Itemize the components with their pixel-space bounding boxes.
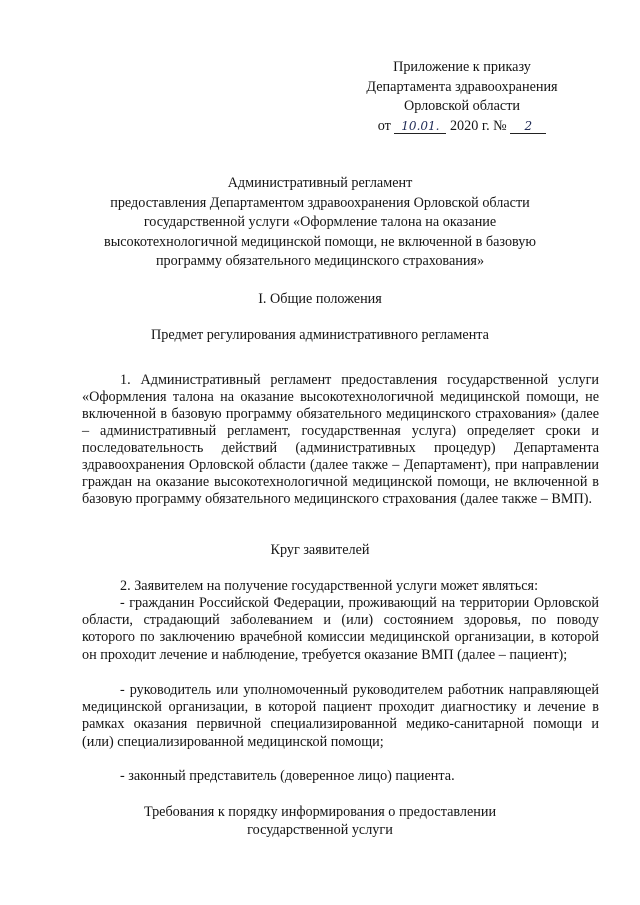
requirements-line-2: государственной услуги bbox=[247, 822, 393, 838]
heading-applicants: Круг заявителей bbox=[270, 542, 370, 558]
title-line-3: государственной услуги «Оформление талона на оказание bbox=[143, 214, 497, 230]
paragraph-1: 1. Административный регламент предоставления государственной услуги «Оформления талона на оказание высокотехнологичной медицинской помощи, не включенной в базовую программу обязательного медицинского страхования» (далее – административный регламент, государственная услуга) определяет сроки и последовательность действий (административных процедур) Департамента здравоохранения Орловской области (далее также – Департамент), при направлении граждан на оказание высокотехнологичной медицинской помощи, не включенной в базовую программу обязательного медицинского страхования (далее также – ВМП). bbox=[82, 372, 599, 507]
heading-requirements bbox=[82, 803, 558, 839]
approval-line-1: Приложение к приказу bbox=[393, 59, 531, 75]
list-item-citizen: - гражданин Российской Федерации, проживающий на территории Орловской области, страдающий заболеванием и (или) состоянием здоровья, по поводу которого по заключению врачебной комиссии медицинской организации, в которой он проходит лечение и наблюдение, требуется оказание ВМП (далее – пациент); bbox=[82, 595, 599, 663]
approval-stamp-block bbox=[362, 58, 562, 136]
approval-date-line bbox=[362, 117, 562, 137]
list-item-head-of-organization: - руководитель или уполномоченный руководителем работник направляющей медицинской организации, в которой пациент проходит диагностику и лечение в рамках оказания первичной специализированной медико-санитарной помощи и (или) специализированной медицинской помощи; bbox=[82, 682, 599, 750]
approval-line-2: Департамента здравоохранения bbox=[366, 78, 558, 95]
requirements-line-1: Требования к порядку информирования о предоставлении bbox=[143, 804, 497, 820]
approval-date-prefix: от bbox=[377, 117, 391, 134]
title-line-5: программу обязательного медицинского страхования» bbox=[155, 253, 485, 269]
title-line-1: Административный регламент bbox=[227, 175, 413, 191]
subheading-subject: Предмет регулирования административного регламента bbox=[151, 327, 489, 343]
approval-date-handwritten: 10.01. bbox=[394, 120, 446, 134]
approval-year-text: 2020 г. № bbox=[449, 117, 507, 134]
title-line-4: высокотехнологичной медицинской помощи, не включенной в базовую bbox=[104, 233, 536, 250]
approval-line-3: Орловской области bbox=[403, 98, 521, 114]
title-line-2: предоставления Департаментом здравоохранения Орловской области bbox=[110, 194, 530, 211]
approval-number-handwritten: 2 bbox=[510, 120, 546, 134]
list-item-legal-representative: - законный представитель (доверенное лицо) пациента. bbox=[120, 768, 455, 784]
paragraph-2-intro: 2. Заявителем на получение государственной услуги может являться: bbox=[120, 578, 539, 594]
document-title bbox=[82, 174, 558, 272]
section-heading-general: I. Общие положения bbox=[258, 291, 382, 307]
